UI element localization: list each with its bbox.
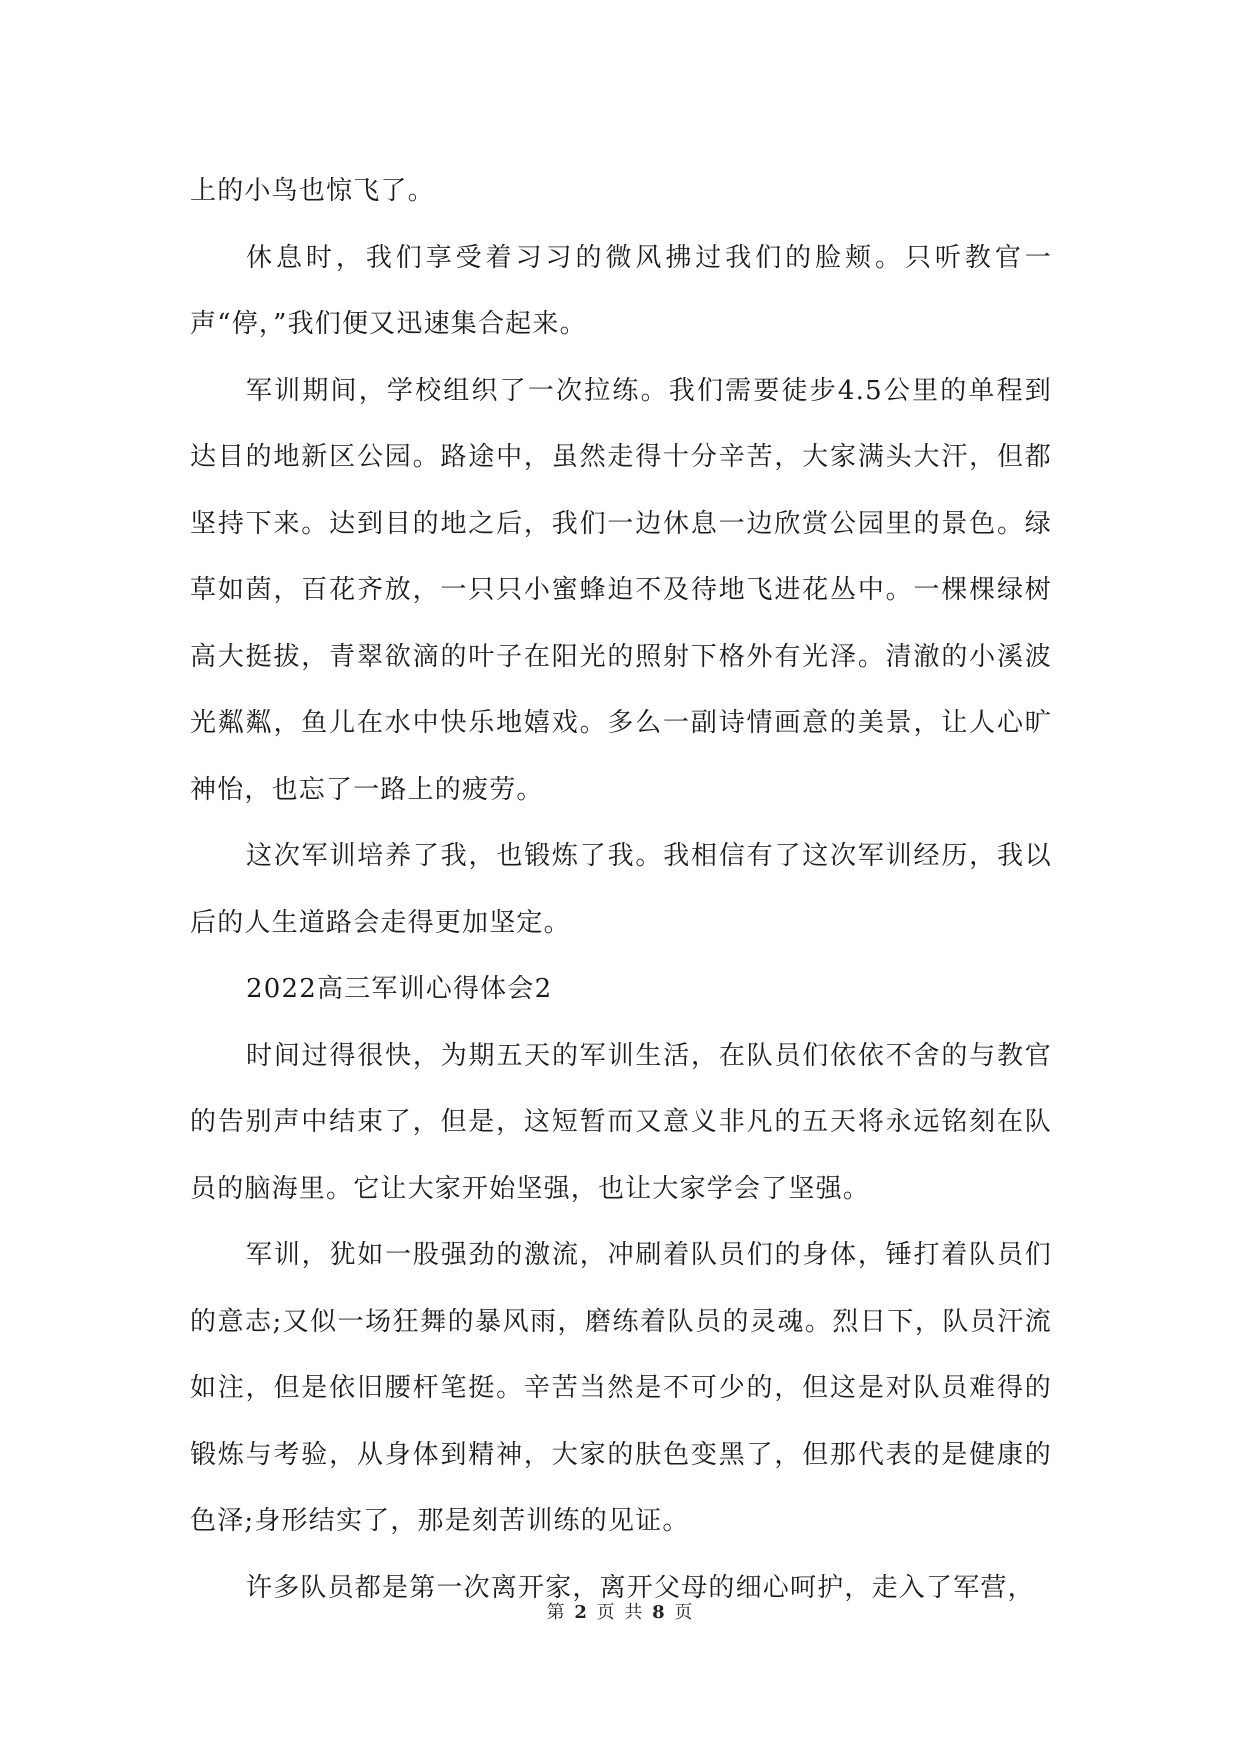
footer-prefix: 第 (546, 1602, 567, 1623)
body-text (190, 158, 1052, 1621)
total-pages-number: 8 (652, 1602, 667, 1623)
section-heading: 2022高三军训心得体会2 (246, 974, 553, 1004)
paragraph: 时间过得很快，为期五天的军训生活，在队员们依依不舍的与教官的告别声中结束了，但是，这短暂而又意义非凡的五天将永远铭刻在队员的脑海里。它让大家开始坚强，也让大家学会了坚强。 (190, 1040, 1052, 1204)
paragraph: 这次军训培养了我，也锻炼了我。我相信有了这次军训经历，我以后的人生道路会走得更加坚定。 (190, 841, 1052, 938)
paragraph: 休息时，我们享受着习习的微风拂过我们的脸颊。只听教官一声“停，”我们便又迅速集合起来。 (190, 242, 1052, 339)
footer-middle: 页 共 (596, 1602, 645, 1623)
paragraph: 许多队员都是第一次离开家，离开父母的细心呵护，走入了军营， (246, 1572, 1035, 1603)
current-page-number: 2 (574, 1602, 589, 1623)
paragraph: 军训，犹如一股强劲的激流，冲刷着队员们的身体，锤打着队员们的意志;又似一场狂舞的暴风雨，磨练着队员的灵魂。烈日下，队员汗流如注，但是依旧腰杆笔挺。辛苦当然是不可少的，但这是对队员难得的锻炼与考验，从身体到精神，大家的肤色变黑了，但那代表的是健康的色泽;身形结实了，那是刻苦训练的见证。 (190, 1240, 1052, 1536)
page-footer (0, 1598, 1241, 1624)
paragraph-continuation: 上的小鸟也惊飞了。 (190, 176, 435, 206)
paragraph: 军训期间，学校组织了一次拉练。我们需要徒步4.5公里的单程到达目的地新区公园。路途中，虽然走得十分辛苦，大家满头大汗，但都坚持下来。达到目的地之后，我们一边休息一边欣赏公园里的景色。绿草如茵，百花齐放，一只只小蜜蜂迫不及待地飞进花丛中。一棵棵绿树高大挺拔，青翠欲滴的叶子在阳光的照射下格外有光泽。清澈的小溪波光粼粼，鱼儿在水中快乐地嬉戏。多么一副诗情画意的美景，让人心旷神怡，也忘了一路上的疲劳。 (190, 375, 1052, 805)
footer-suffix: 页 (674, 1602, 695, 1623)
